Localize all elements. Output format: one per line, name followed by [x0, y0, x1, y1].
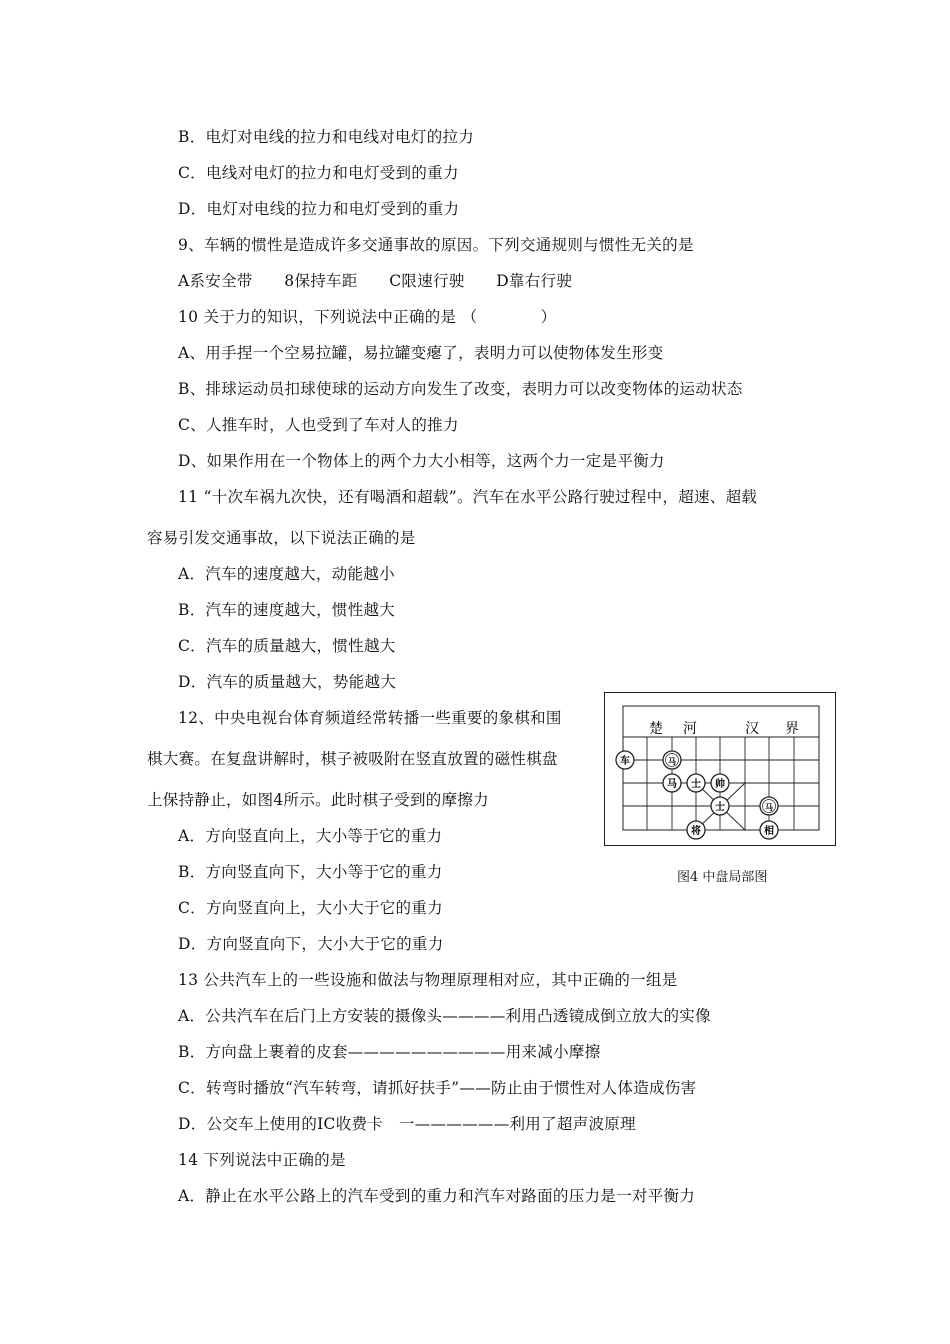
option-12a: A．方向竖直向上，大小等于它的重力	[178, 827, 443, 845]
chess-piece-ma-faded	[663, 751, 681, 769]
option-8d: D．电灯对电线的拉力和电灯受到的重力	[178, 200, 460, 218]
svg-text:马: 马	[667, 779, 677, 790]
question-9: 9、车辆的惯性是造成许多交通事故的原因。下列交通规则与惯性无关的是	[178, 236, 694, 254]
svg-text:士: 士	[715, 802, 725, 813]
question-11-line1: 11 “十次车祸九次快，还有喝酒和超载”。汽车在水平公路行驶过程中，超速、超载	[178, 488, 758, 506]
chess-piece-jiang	[687, 821, 705, 839]
option-12d: D．方向竖直向下，大小大于它的重力	[178, 935, 444, 953]
options-9: A系安全带 8保持车距 C限速行驶 D靠右行驶	[178, 272, 573, 290]
option-11b: B．汽车的速度越大，惯性越大	[178, 601, 396, 619]
option-13b: B．方向盘上裹着的皮套——————————用来减小摩擦	[178, 1043, 601, 1061]
svg-text:士: 士	[691, 779, 701, 790]
svg-text:将: 将	[691, 826, 701, 837]
figure-caption: 图4 中盘局部图	[677, 870, 768, 885]
svg-text:马: 马	[668, 756, 676, 766]
chess-piece-shi-1	[687, 774, 705, 792]
question-10: 10 关于力的知识，下列说法中正确的是 （ ）	[178, 308, 557, 326]
river-char-3: 汉	[745, 721, 759, 737]
question-12-line3: 上保持静止，如图4所示。此时棋子受到的摩擦力	[147, 791, 489, 809]
river-char-2: 河	[683, 721, 697, 737]
question-14: 14 下列说法中正确的是	[178, 1151, 346, 1169]
option-10b: B、排球运动员扣球使球的运动方向发生了改变，表明力可以改变物体的运动状态	[178, 380, 743, 398]
question-11-line2: 容易引发交通事故，以下说法正确的是	[147, 529, 416, 547]
option-10c: C、人推车时，人也受到了车对人的推力	[178, 416, 459, 434]
svg-text:马: 马	[765, 802, 773, 812]
chess-piece-xiang	[663, 774, 681, 792]
option-10a: A、用手捏一个空易拉罐，易拉罐变瘪了，表明力可以使物体发生形变	[178, 344, 664, 362]
option-8b: B．电灯对电线的拉力和电线对电灯的拉力	[178, 128, 475, 146]
svg-text:车: 车	[620, 756, 630, 767]
option-13c: C．转弯时播放“汽车转弯，请抓好扶手”——防止由于惯性对人体造成伤害	[178, 1079, 697, 1097]
chess-piece-ju	[616, 751, 634, 769]
chess-piece-pao-faded	[760, 797, 778, 815]
chess-board-figure	[604, 692, 836, 846]
river-char-1: 楚	[649, 721, 663, 737]
chess-board-svg	[605, 693, 837, 847]
option-10d: D、如果作用在一个物体上的两个力大小相等，这两个力一定是平衡力	[178, 452, 665, 470]
question-12-line1: 12、中央电视台体育频道经常转播一些重要的象棋和围	[178, 709, 562, 727]
svg-text:相: 相	[764, 826, 774, 837]
option-13a: A．公共汽车在后门上方安装的摄像头————利用凸透镜成倒立放大的实像	[178, 1007, 711, 1025]
question-13: 13 公共汽车上的一些设施和做法与物理原理相对应，其中正确的一组是	[178, 971, 678, 989]
option-12b: B．方向竖直向下，大小等于它的重力	[178, 863, 443, 881]
option-11c: C．汽车的质量越大，惯性越大	[178, 637, 396, 655]
option-13d: D．公交车上使用的IC收费卡 一——————利用了超声波原理	[178, 1115, 636, 1133]
option-12c: C．方向竖直向上，大小大于它的重力	[178, 899, 443, 917]
option-14a: A．静止在水平公路上的汽车受到的重力和汽车对路面的压力是一对平衡力	[178, 1187, 696, 1205]
option-11d: D．汽车的质量越大，势能越大	[178, 673, 397, 691]
option-11a: A．汽车的速度越大，动能越小	[178, 565, 395, 583]
svg-text:帅: 帅	[715, 779, 725, 790]
question-12-line2: 棋大赛。在复盘讲解时，棋子被吸附在竖直放置的磁性棋盘	[147, 750, 558, 768]
river-char-4: 界	[785, 721, 799, 737]
chess-piece-shi-2	[711, 797, 729, 815]
chess-piece-shuai	[711, 774, 729, 792]
chess-piece-xiang-2	[760, 821, 778, 839]
option-8c: C．电线对电灯的拉力和电灯受到的重力	[178, 164, 459, 182]
